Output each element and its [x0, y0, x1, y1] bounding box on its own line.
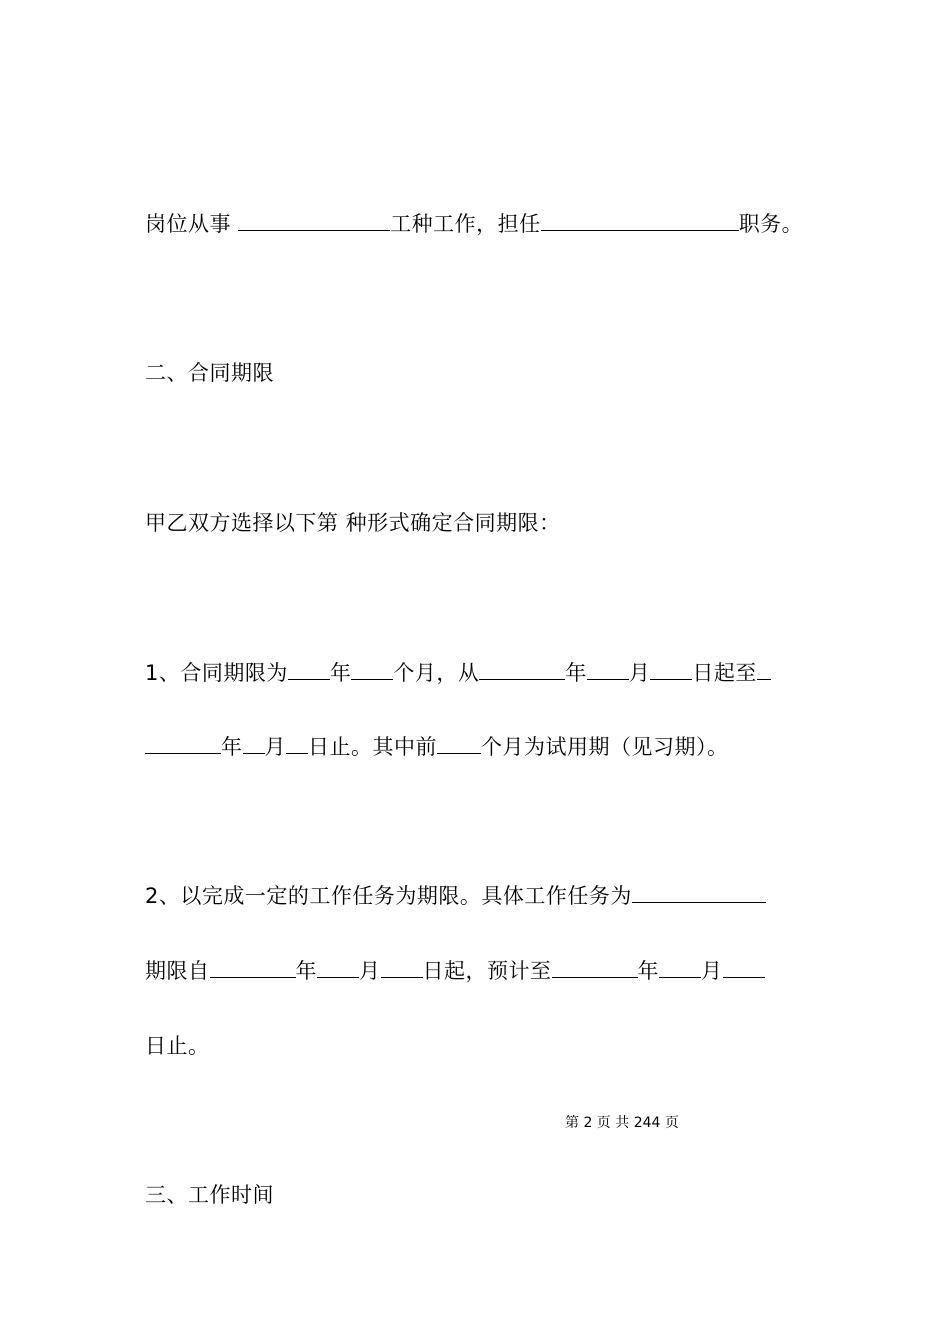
end-year-blank — [145, 733, 221, 754]
text-segment: 日起，预计至 — [422, 959, 552, 983]
text-segment: 1、合同期限为 — [145, 661, 288, 685]
option-2-line-1 — [145, 882, 766, 910]
end-year-blank — [552, 957, 638, 978]
text-segment: 年 — [565, 661, 587, 685]
text-segment: 月 — [264, 735, 286, 759]
text-segment: 工种工作，担任 — [390, 212, 541, 236]
text-segment: 2、以完成一定的工作任务为期限。具体工作任务为 — [145, 884, 632, 908]
text-segment: 岗位从事 — [145, 212, 239, 236]
text-segment: 年 — [329, 661, 352, 685]
probation-months-blank — [437, 733, 481, 754]
end-year-blank-start — [757, 659, 771, 680]
option-2-line-2 — [145, 957, 765, 985]
text-segment: 月 — [628, 661, 651, 685]
job-type-blank — [238, 210, 390, 231]
section-heading-contract-term: 二、合同期限 — [145, 361, 274, 385]
text-segment: 月 — [359, 959, 381, 983]
start-month-blank — [317, 957, 359, 978]
text-segment: 年 — [295, 959, 317, 983]
text-segment: 日止。其中前 — [308, 735, 437, 759]
text-segment: 日起至 — [692, 661, 757, 685]
start-month-blank — [587, 659, 629, 680]
choice-sentence: 甲乙双方选择以下第 种形式确定合同期限： — [145, 511, 561, 535]
text-segment: 月 — [701, 959, 723, 983]
job-position-line — [145, 210, 803, 238]
start-year-blank — [210, 957, 296, 978]
years-blank — [288, 659, 330, 680]
option-2-line-3: 日止。 — [145, 1034, 210, 1058]
end-month-blank — [243, 733, 265, 754]
text-segment: 个月，从 — [393, 661, 480, 685]
text-segment: 职务。 — [738, 212, 804, 236]
text-segment: 个月为试用期（见习期）。 — [481, 735, 729, 759]
section-heading-work-hours: 三、工作时间 — [145, 1183, 274, 1207]
text-segment: 年 — [637, 959, 659, 983]
task-blank — [632, 882, 766, 903]
end-day-blank — [286, 733, 308, 754]
option-1-line-2 — [145, 733, 729, 761]
end-day-blank — [723, 957, 765, 978]
page-number: 第 2 页 共 244 页 — [565, 1115, 679, 1131]
end-month-blank — [659, 957, 701, 978]
text-segment: 年 — [221, 735, 243, 759]
text-segment: 期限自 — [145, 959, 210, 983]
start-day-blank — [381, 957, 423, 978]
start-year-blank — [479, 659, 565, 680]
duty-blank — [541, 210, 739, 231]
option-1-line-1 — [145, 659, 771, 687]
start-day-blank — [650, 659, 692, 680]
months-blank — [351, 659, 393, 680]
